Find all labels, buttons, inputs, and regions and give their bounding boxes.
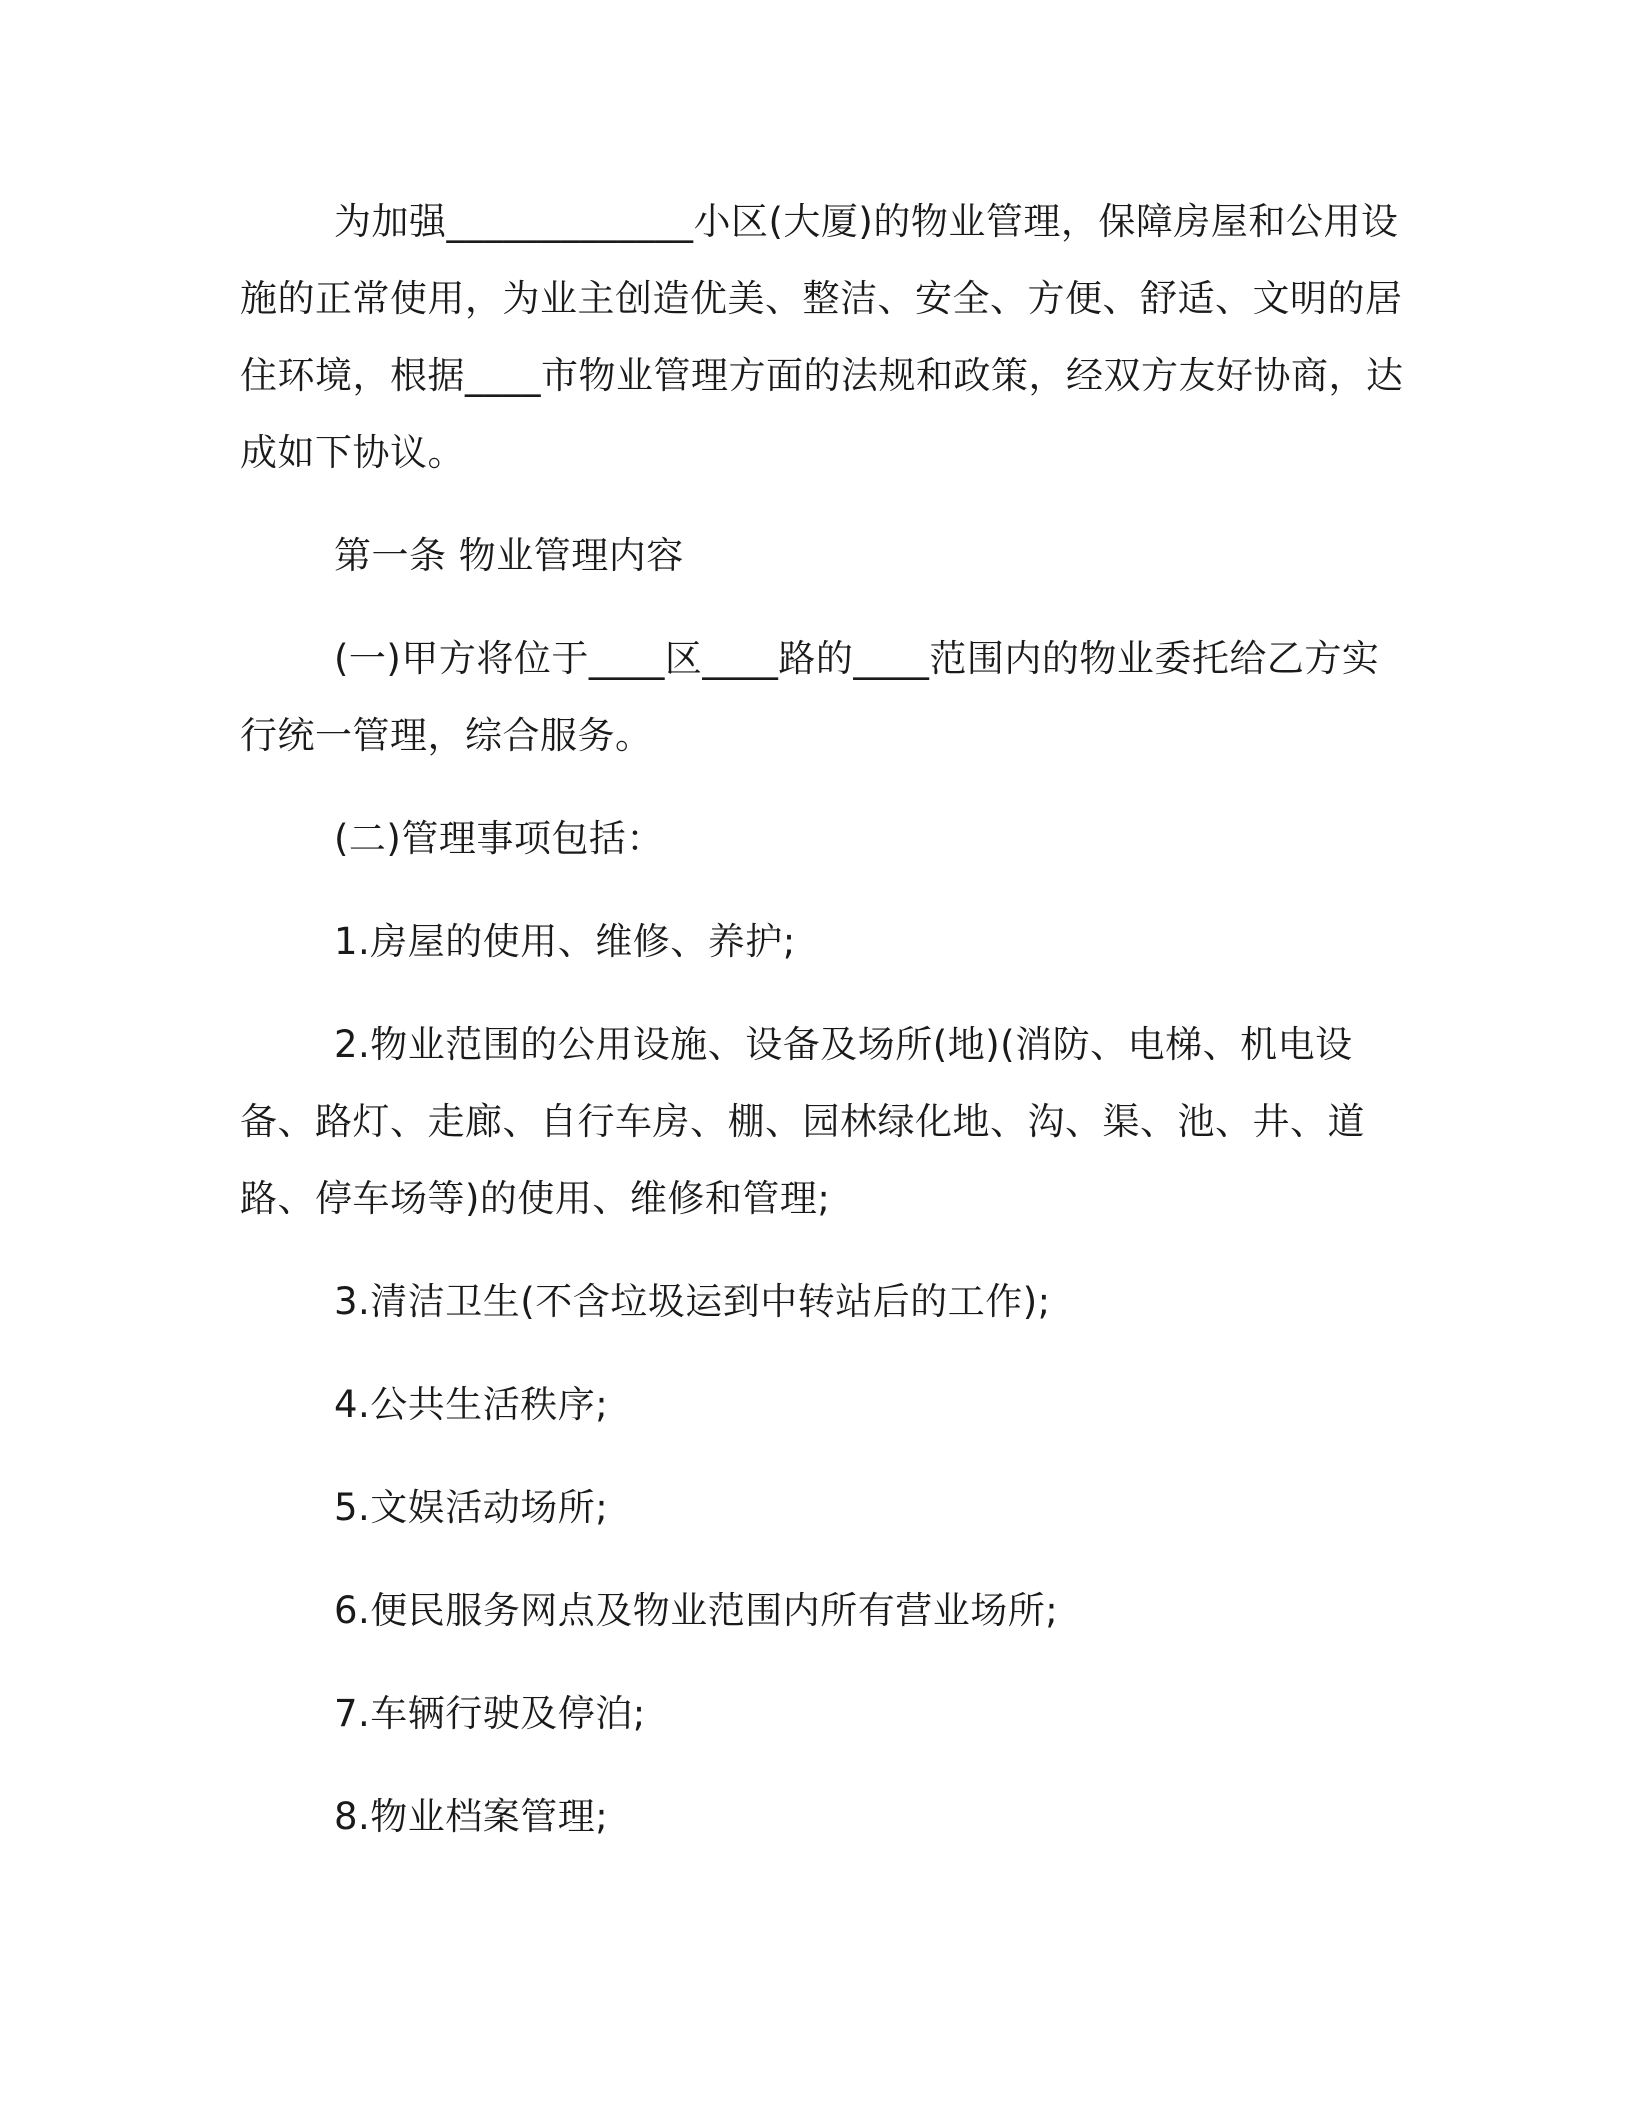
list-item: 4.公共生活秩序; [334, 1383, 609, 1426]
list-item: 6.便民服务网点及物业范围内所有营业场所; [334, 1589, 1059, 1632]
paragraph-preamble: 为加强_____________小区(大厦)的物业管理，保障房屋和公用设施的正常使用，为业主创造优美、整洁、安全、方便、舒适、文明的居住环境，根据____市物业管理方面的法规和政策，经双方友好协商，达成如下协议。 [240, 200, 1404, 474]
list-item: 8.物业档案管理; [334, 1795, 609, 1838]
list-item: 1.房屋的使用、维修、养护; [334, 920, 796, 963]
list-item: 7.车辆行驶及停泊; [334, 1692, 646, 1735]
paragraph-item-one: (一)甲方将位于____区____路的____范围内的物业委托给乙方实行统一管理，综合服务。 [240, 637, 1380, 757]
document-body [240, 183, 1410, 1855]
list-item: 2.物业范围的公用设施、设备及场所(地)(消防、电梯、机电设备、路灯、走廊、自行车房、棚、园林绿化地、沟、渠、池、井、道路、停车场等)的使用、维修和管理; [240, 1023, 1365, 1220]
paragraph-item-two: (二)管理事项包括： [334, 817, 664, 860]
article-heading: 第一条 物业管理内容 [334, 534, 684, 577]
list-item: 3.清洁卫生(不含垃圾运到中转站后的工作); [334, 1280, 1051, 1323]
list-item: 5.文娱活动场所; [334, 1486, 609, 1529]
